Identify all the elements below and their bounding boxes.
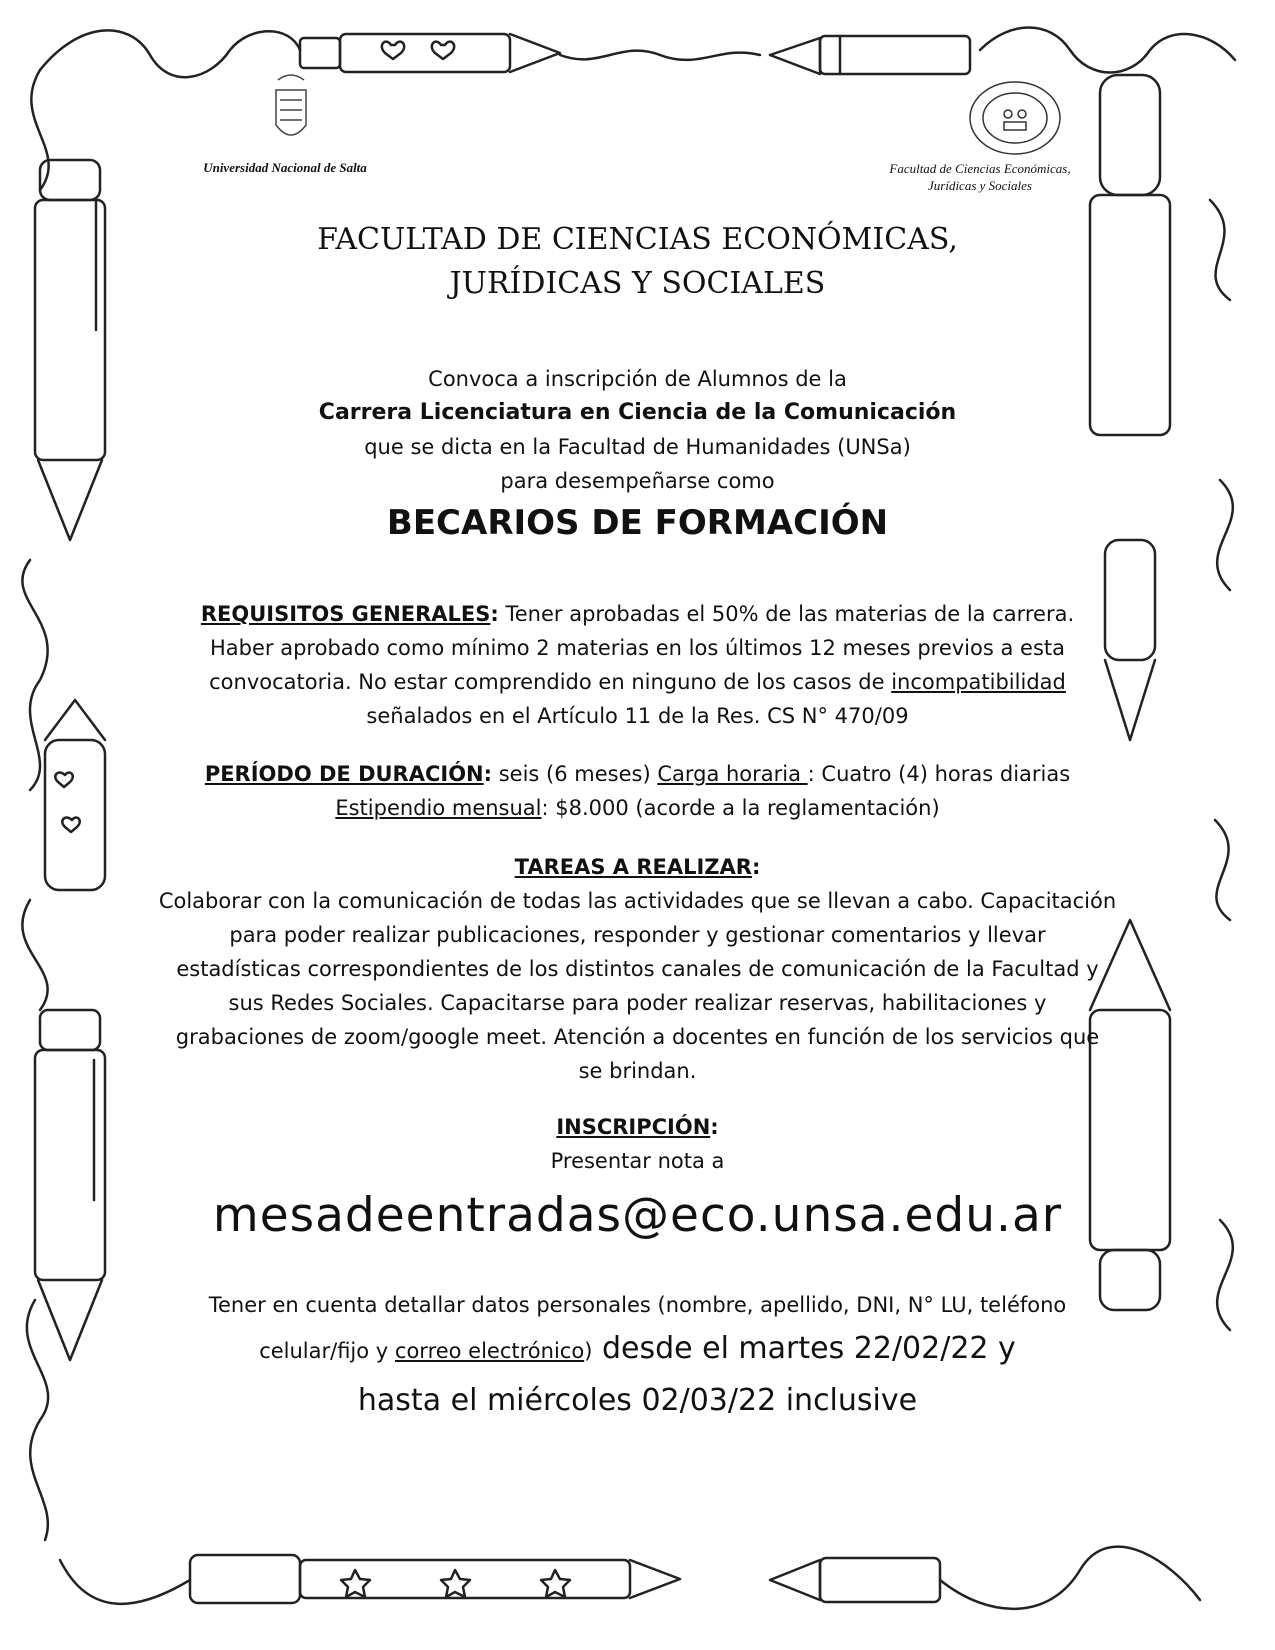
intro-line4: para desempeñarse como [500,469,775,493]
requisitos-section [120,597,1155,733]
requisitos-line3: convocatoria. No estar comprendido en ninguno de los casos de [209,670,892,694]
inscripcion-label: INSCRIPCIÓN [556,1115,711,1139]
bottom-pencil-2 [770,1558,940,1602]
requisitos-line2: Haber aprobado como mínimo 2 materias en los últimos 12 meses previos a esta [210,636,1065,660]
tareas-section [120,850,1155,1088]
note-line2: celular/fijo y [259,1339,395,1363]
tareas-line: grabaciones de zoom/google meet. Atención a docentes en función de los servicios que [175,1025,1100,1049]
tareas-line: estadísticas correspondientes de los distintos canales de comunicación de la Facultad y [176,957,1099,981]
requisitos-line4: señalados en el Artículo 11 de la Res. CS N° 470/09 [366,704,909,728]
bottom-pencil-1 [190,1555,680,1603]
tareas-label: TAREAS A REALIZAR [514,855,752,879]
intro-line1: Convoca a inscripción de Alumnos de la [428,367,847,391]
estipendio-text: : $8.000 (acorde a la reglamentación) [541,796,940,820]
carga-text: : Cuatro (4) horas diarias [807,762,1071,786]
tareas-colon: : [751,855,761,879]
contact-email[interactable]: mesadeentradas@eco.unsa.edu.ar [212,1188,1063,1243]
faculty-header [860,160,1100,194]
periodo-section [120,757,1155,825]
title-line1: FACULTAD DE CIENCIAS ECONÓMICAS, [317,222,958,257]
periodo-colon: : [483,762,493,786]
faculty-seal-logo [960,78,1070,158]
left-pencil-3 [35,1010,105,1360]
dates-from: desde el martes 22/02/22 y [592,1331,1016,1366]
title-line2: JURÍDICAS Y SOCIALES [449,266,826,301]
career-name: Carrera Licenciatura en Ciencia de la Comunicación [318,400,957,425]
faculty-header-line2: Jurídicas y Sociales [928,178,1032,193]
left-pencil-1 [35,160,105,540]
faculty-header-line1: Facultad de Ciencias Económicas, [889,161,1071,176]
left-pencil-2 [45,700,105,890]
top-pencil-1 [300,34,560,72]
headline: BECARIOS DE FORMACIÓN [386,503,889,543]
university-crest-logo [268,70,314,150]
tareas-line: para poder realizar publicaciones, responder y gestionar comentarios y llevar [229,923,1046,947]
note-block [120,1288,1155,1424]
periodo-label: PERÍODO DE DURACIÓN [204,762,484,786]
intro-block [120,362,1155,548]
tareas-line: sus Redes Sociales. Capacitarse para poder realizar reservas, habilitaciones y [228,991,1047,1015]
note-close: ) [584,1339,593,1363]
inscripcion-colon: : [710,1115,719,1139]
requisitos-text1: Tener aprobadas el 50% de las materias de la carrera. [498,602,1075,626]
inscripcion-section [120,1110,1155,1178]
correo-text: correo electrónico [394,1339,585,1363]
dates-until: hasta el miércoles 02/03/22 inclusive [357,1383,918,1418]
incompatibilidad-text: incompatibilidad [891,670,1066,694]
tareas-line: se brindan. [578,1059,697,1083]
tareas-line: Colaborar con la comunicación de todas las actividades que se llevan a cabo. Capacitación [158,889,1117,913]
periodo-text: seis (6 meses) [492,762,658,786]
intro-line3: que se dicta en la Facultad de Humanidades (UNSa) [364,435,911,459]
requisitos-label: REQUISITOS GENERALES [200,602,491,626]
inscripcion-text: Presentar nota a [550,1149,725,1173]
requisitos-colon: : [490,602,499,626]
estipendio-label: Estipendio mensual [335,796,542,820]
university-name: Universidad Nacional de Salta [203,160,367,175]
top-pencil-2 [770,36,970,74]
note-line1: Tener en cuenta detallar datos personales (nombre, apellido, DNI, N° LU, teléfono [208,1293,1067,1317]
page-title [150,218,1125,306]
carga-label: Carga horaria [657,762,808,786]
